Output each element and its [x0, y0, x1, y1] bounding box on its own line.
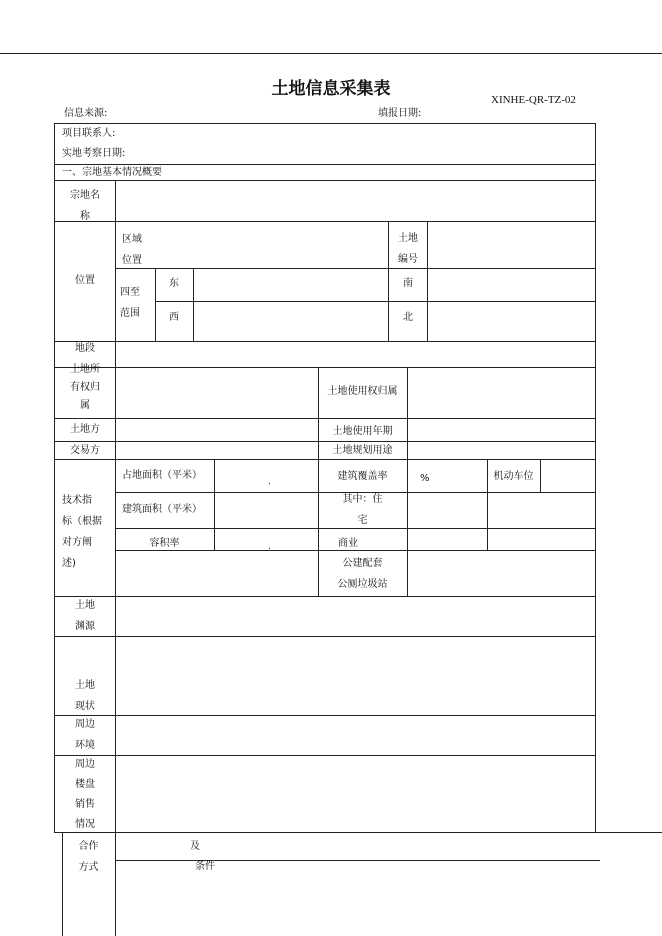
page-top-rule: [0, 53, 662, 54]
row-line: [54, 341, 596, 342]
parcel-name-label: 宗地名 称: [70, 190, 100, 222]
public-facility-label: 公建配套 公厕垃圾站: [337, 558, 388, 590]
south-label: 南: [403, 278, 413, 289]
fill-date-label: 填报日期:: [378, 108, 422, 119]
planned-use-label: 土地规划用途: [332, 445, 393, 456]
land-status-label: 土地 现状: [75, 680, 95, 712]
tech-col-line: [214, 459, 215, 550]
cooperation-label: 合作 方式: [78, 841, 99, 873]
mid-col-line: [407, 367, 408, 459]
ownership-label: 土地所 有权归 属: [70, 364, 100, 411]
section-label: 地段: [75, 343, 95, 354]
row-line: [54, 636, 596, 637]
building-area-label: 建筑面积（平米）: [122, 504, 202, 515]
boundary-label: 四至 范围: [120, 287, 140, 319]
far-label: 容积率: [149, 538, 180, 549]
row-line: [54, 832, 662, 833]
land-source-label: 土地 渊源: [75, 600, 95, 632]
label-col-line: [115, 180, 116, 832]
row-line: [54, 164, 596, 165]
form-code: XINHE-QR-TZ-02: [491, 94, 576, 106]
trade-party-label: 交易方: [70, 445, 100, 456]
table-right-border: [595, 123, 596, 832]
parking-label: 机动车位: [493, 471, 534, 482]
tech-col-line: [540, 459, 541, 492]
and-label: 及: [190, 841, 200, 852]
region-label: 区域 位置: [122, 234, 142, 266]
far-dot: .: [268, 542, 271, 552]
row-line: [115, 860, 600, 861]
west-label: 西: [169, 312, 179, 323]
east-label: 东: [169, 278, 179, 289]
tick-mark: [115, 596, 127, 597]
direction-col-line: [193, 268, 194, 341]
land-area-label: 占地面积（平米）: [122, 470, 202, 481]
mid-col-line: [427, 221, 428, 341]
row-line: [155, 301, 596, 302]
section-heading: 一、宗地基本情况概要: [62, 167, 162, 178]
tech-index-label: 技术指 标（根据 对方阐 述): [62, 495, 102, 569]
land-no-label: 土地 编号: [398, 233, 418, 265]
survey-date-label: 实地考察日期:: [62, 148, 126, 159]
residential-label: 其中：住 宅: [342, 494, 383, 526]
row-line: [54, 596, 596, 597]
row-line: [54, 221, 596, 222]
nearby-sales-label: 周边 楼盘 销售 情况: [75, 759, 95, 830]
table-top-border: [54, 123, 596, 124]
tech-col-line: [407, 459, 408, 596]
info-source-label: 信息来源:: [64, 108, 108, 119]
project-contact-label: 项目联系人:: [62, 128, 116, 139]
surroundings-label: 周边 环境: [75, 719, 95, 751]
use-years-label: 土地使用年期: [332, 426, 393, 437]
row-line: [54, 180, 596, 181]
bottom-label-col-line: [115, 832, 116, 936]
coverage-label: 建筑覆盖率: [337, 471, 388, 482]
location-label: 位置: [75, 275, 95, 286]
land-party-label: 土地方: [70, 424, 100, 435]
row-line: [54, 715, 596, 716]
use-right-label: 土地使用权归属: [327, 386, 398, 397]
land-area-dot: .: [268, 477, 271, 487]
conditions-label: 条件: [195, 861, 215, 872]
north-label: 北: [403, 312, 413, 323]
form-title: 土地信息采集表: [271, 79, 391, 99]
row-line: [54, 755, 596, 756]
row-line: [54, 418, 596, 419]
commercial-label: 商业: [338, 538, 358, 549]
row-line: [54, 367, 596, 368]
percent-sign: %: [420, 473, 430, 484]
row-line: [115, 268, 596, 269]
